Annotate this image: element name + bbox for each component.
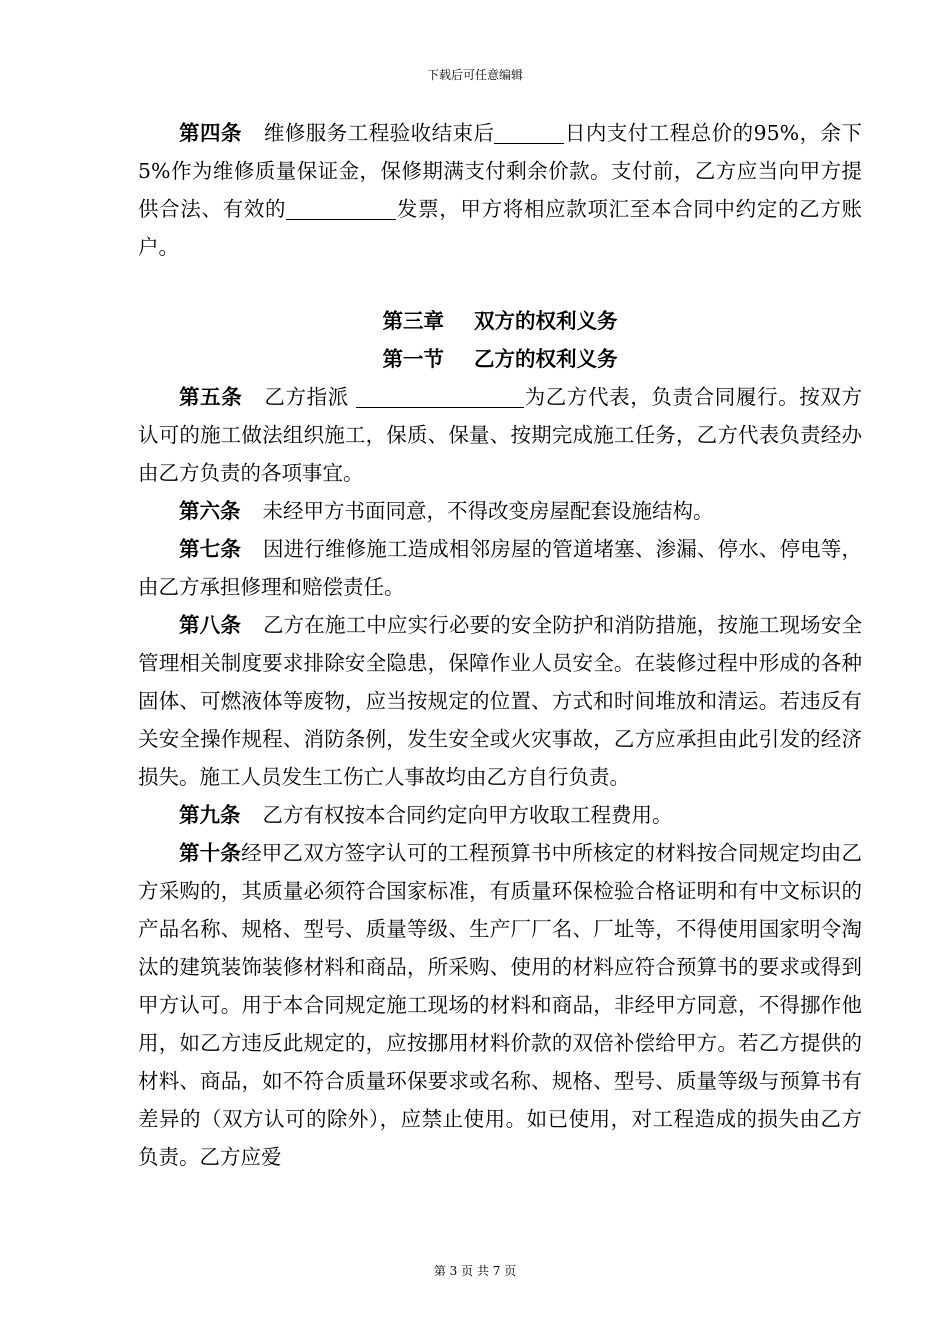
page-footer: 第 3 页 共 7 页 <box>433 1264 517 1278</box>
article-number: 第七条 <box>179 537 241 561</box>
article-5 <box>138 378 862 492</box>
article-4 <box>138 114 862 266</box>
chapter-title: 双方的权利义务 <box>474 309 618 333</box>
article-text: 因进行维修施工造成相邻房屋的管道堵塞、渗漏、停水、停电等，由乙方承担修理和赔偿责任。 <box>138 537 862 599</box>
section-heading <box>138 340 862 378</box>
article-text: 乙方指派 <box>264 385 357 409</box>
article-number: 第五条 <box>179 385 243 409</box>
article-text: 为乙方代表，负责合同履行。按双方认可的施工做法组织施工，保质、保量、按期完成施工任务，乙方代表负责经办由乙方负责的各项事宜。 <box>138 385 862 485</box>
article-text: 经甲乙双方签字认可的工程预算书中所核定的材料按合同规定均由乙方采购的，其质量必须符合国家标准，有质量环保检验合格证明和有中文标识的产品名称、规格、型号、质量等级、生产厂厂名、厂址等，不得使用国家明令淘汰的建筑装饰装修材料和商品，所采购、使用的材料应符合预算书的要求或得到甲方认可。用于本合同规定施工现场的材料和商品，非经甲方同意，不得挪作他用，如乙方违反此规定的，应按挪用材料价款的双倍补偿给甲方。若乙方提供的材料、商品，如不符合质量环保要求或名称、规格、型号、质量等级与预算书有差异的（双方认可的除外），应禁止使用。如已使用，对工程造成的损失由乙方负责。乙方应爱 <box>138 841 862 1169</box>
blank-days <box>494 119 564 144</box>
article-number: 第九条 <box>179 803 241 827</box>
article-8 <box>138 606 862 796</box>
article-text: 维修服务工程验收结束后 <box>263 121 495 145</box>
article-number: 第十条 <box>179 841 242 865</box>
document-body <box>138 114 862 1176</box>
chapter-heading <box>138 302 862 340</box>
blank-representative <box>356 383 524 408</box>
article-text: 乙方在施工中应实行必要的安全防护和消防措施，按施工现场安全管理相关制度要求排除安全隐患，保障作业人员安全。在装修过程中形成的各种固体、可燃液体等废物，应当按规定的位置、方式和时间堆放和清运。若违反有关安全操作规程、消防条例，发生安全或火灾事故，乙方应承担由此引发的经济损失。施工人员发生工伤亡人事故均由乙方自行负责。 <box>138 613 862 789</box>
article-7 <box>138 530 862 606</box>
article-number: 第六条 <box>179 499 241 523</box>
article-10 <box>138 834 862 1176</box>
section-title: 乙方的权利义务 <box>474 347 618 371</box>
article-number: 第四条 <box>179 121 242 145</box>
article-text: 未经甲方书面同意，不得改变房屋配套设施结构。 <box>262 499 714 523</box>
article-text: 乙方有权按本合同约定向甲方收取工程费用。 <box>262 803 673 827</box>
page-header: 下载后可任意编辑 <box>426 68 523 82</box>
section-label: 第一节 <box>382 347 444 371</box>
article-number: 第八条 <box>179 613 241 637</box>
article-6 <box>138 492 862 530</box>
article-text: 日内支付工程总价的95%，余下5%作为维修质量保证金，保修期满支付剩余价款。支付前，乙方应当向甲方提供合法、有效的 <box>138 121 862 221</box>
article-9 <box>138 796 862 834</box>
article-text: 发票，甲方将相应款项汇至本合同中约定的乙方账户。 <box>138 197 863 259</box>
blank-invoice-type <box>286 195 396 220</box>
chapter-label: 第三章 <box>382 309 444 333</box>
